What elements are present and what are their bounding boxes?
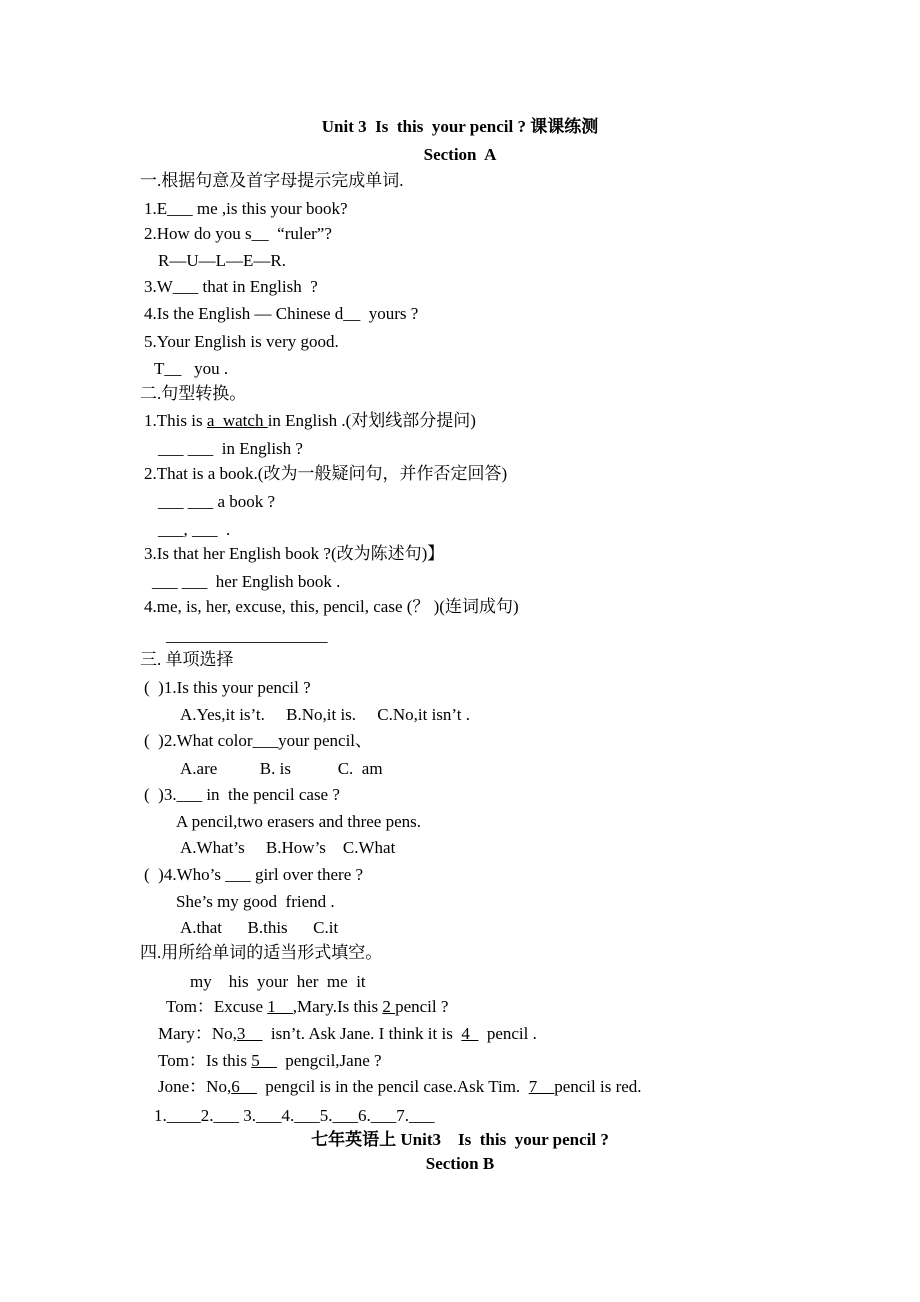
part3-q2: ( )2.What color___your pencil、: [144, 731, 373, 750]
part2-q3: 3.Is that her English book ?(改为陈述句)】: [144, 544, 445, 563]
part2-q4-answer-line: ___________________: [166, 626, 328, 645]
part4-line-2: [158, 1023, 537, 1045]
part4-line-3: [158, 1050, 382, 1072]
page-title: Unit 3 Is this your pencil ? 课课练测: [321, 117, 599, 136]
line3-end: pengcil,Jane ?: [276, 1051, 382, 1070]
part3-q3-context: A pencil,two erasers and three pens.: [176, 812, 421, 831]
part1-line-4: 3.W___ that in English ?: [144, 277, 318, 296]
section-b-heading: Section B: [425, 1154, 495, 1173]
part1-line-6: 5.Your English is very good.: [144, 332, 339, 351]
line1-middle: ,Mary.Is this: [292, 997, 383, 1016]
line1-speaker-text: Tom：Excuse: [166, 997, 268, 1016]
part1-line-7: T__ you .: [154, 359, 229, 378]
part3-q4-context: She’s my good friend .: [176, 892, 335, 911]
blank-3: 3__: [236, 1024, 263, 1043]
part2-q1-underlined: a watch: [206, 411, 268, 430]
blank-2: 2: [382, 997, 396, 1016]
part2-heading: 二.句型转换。: [140, 384, 247, 403]
part3-q4: ( )4.Who’s ___ girl over there ?: [144, 865, 364, 884]
blank-5: 5__: [251, 1051, 277, 1070]
blank-6: 6__: [231, 1077, 257, 1096]
part2-q2-answer-2: ___, ___ .: [158, 520, 231, 539]
part3-q1-options: A.Yes,it is’t. B.No,it is. C.No,it isn’t .: [180, 705, 471, 724]
section-a-heading: Section A: [423, 145, 497, 164]
part1-line-3: R—U—L—E—R.: [158, 251, 286, 270]
part4-line-4: [158, 1076, 642, 1098]
part4-word-bank: my his your her me it: [190, 972, 366, 991]
line2-speaker-text: Mary：No,: [158, 1024, 237, 1043]
part3-q4-options: A.that B.this C.it: [180, 918, 339, 937]
part1-line-1: 1.E___ me ,is this your book?: [144, 199, 348, 218]
line3-speaker-text: Tom：Is this: [158, 1051, 252, 1070]
part2-q1-answer: ___ ___ in English ?: [158, 439, 303, 458]
blank-4: 4_: [461, 1024, 479, 1043]
part3-heading: 三. 单项选择: [140, 650, 234, 669]
part2-q2: 2.That is a book.(改为一般疑问句，并作否定回答): [144, 464, 508, 483]
part3-q3-options: A.What’s B.How’s C.What: [180, 838, 396, 857]
part1-heading: 一.根据句意及首字母提示完成单词.: [140, 171, 404, 190]
part4-answer-blanks: 1.____2.___ 3.___4.___5.___6.___7.___: [154, 1106, 435, 1125]
line4-speaker-text: Jone：No,: [158, 1077, 232, 1096]
part2-q2-answer-1: ___ ___ a book ?: [158, 492, 276, 511]
line2-middle: isn’t. Ask Jane. I think it is: [262, 1024, 462, 1043]
footer-title: 七年英语上 Unit3 Is this your pencil ?: [311, 1130, 609, 1149]
line1-end: pencil ?: [395, 997, 449, 1016]
part2-q1: [144, 410, 476, 432]
line2-end: pencil .: [478, 1024, 537, 1043]
part2-q3-answer: ___ ___ her English book .: [152, 572, 341, 591]
part2-q1-post: in English .(对划线部分提问): [267, 411, 476, 430]
line4-middle: pengcil is in the pencil case.Ask Tim.: [256, 1077, 529, 1096]
part4-line-1: [166, 996, 448, 1018]
blank-7: 7__: [528, 1077, 555, 1096]
part4-heading: 四.用所给单词的适当形式填空。: [140, 943, 383, 962]
part1-line-2: 2.How do you s__ “ruler”?: [144, 224, 332, 243]
part3-q3: ( )3.___ in the pencil case ?: [144, 785, 340, 804]
line4-end: pencil is red.: [554, 1077, 642, 1096]
part2-q4: 4.me, is, her, excuse, this, pencil, case (？ )(连词成句): [144, 597, 519, 616]
part1-line-5: 4.Is the English — Chinese d__ yours ?: [144, 304, 419, 323]
part3-q1: ( )1.Is this your pencil ?: [144, 678, 311, 697]
part2-q1-pre: 1.This is: [144, 411, 207, 430]
blank-1: 1__: [267, 997, 293, 1016]
part3-q2-options: A.are B. is C. am: [180, 759, 383, 778]
